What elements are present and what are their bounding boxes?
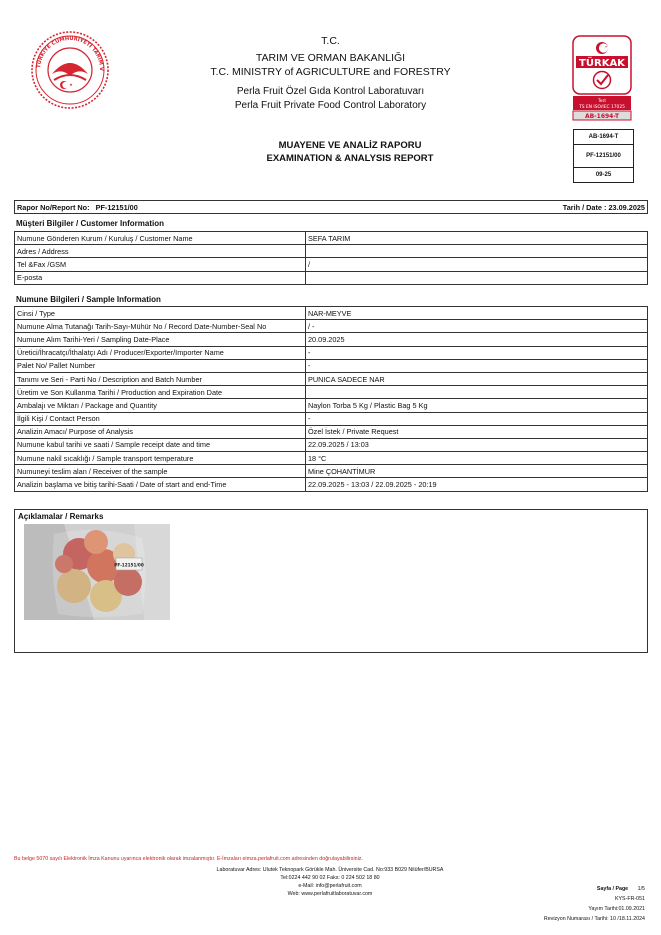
field-label: İlgili Kişi / Contact Person (15, 412, 306, 425)
field-label: Numune Alım Tarihi-Yeri / Sampling Date-Place (15, 333, 306, 346)
table-row (15, 478, 648, 491)
field-value: Özel İstek / Private Request (306, 425, 648, 438)
report-date-label: Tarih / Date : (562, 202, 607, 212)
field-label: Üretici/İhracatçı/İthalatçı Adı / Producer/Exporter/Importer Name (15, 346, 306, 359)
report-number-table (14, 200, 648, 214)
table-row (15, 333, 648, 346)
sample-section-title: Numune Bilgileri / Sample Information (16, 295, 161, 304)
report-title-en: EXAMINATION & ANALYSIS REPORT (266, 153, 434, 164)
field-value: 18 °C (306, 452, 648, 465)
turkak-wordmark: TÜRKAK (579, 58, 625, 69)
field-value: / - (306, 320, 648, 333)
report-title-tr: MUAYENE VE ANALİZ RAPORU (278, 140, 422, 151)
report-number-cell (15, 201, 648, 214)
field-label: Numune Gönderen Kurum / Kuruluş / Customer Name (15, 232, 306, 245)
turkak-accreditation-logo (572, 35, 632, 121)
table-row (15, 320, 648, 333)
field-label: Tel &Fax /GSM (15, 258, 306, 271)
field-value (306, 245, 648, 258)
country-label: T.C. (321, 35, 340, 47)
table-row (15, 359, 648, 372)
remarks-box (14, 509, 648, 653)
table-row (15, 452, 648, 465)
remarks-title: Açıklamalar / Remarks (18, 512, 104, 521)
revision-info: Revizyon Numarası / Tarihi: 10 /18.11.2024 (543, 916, 645, 922)
sample-table (14, 306, 648, 492)
field-label: Numune nakil sıcaklığı / Sample transport temperature (15, 452, 306, 465)
publish-date: Yayım Tarihi:01.09.2021 (588, 906, 645, 912)
field-value: 22.09.2025 - 13:03 / 22.09.2025 - 20:19 (306, 478, 648, 491)
page-number (597, 886, 645, 894)
turkak-test-label: Test (598, 98, 606, 103)
field-value: 20.09.2025 (306, 333, 648, 346)
table-row (15, 386, 648, 399)
lab-email: e-Mail: info@perlafruit.com (298, 883, 362, 889)
table-row (15, 399, 648, 412)
field-value: - (306, 359, 648, 372)
table-row (15, 307, 648, 320)
report-number-label: Rapor No/Report No: (17, 202, 90, 212)
lab-name-en: Perla Fruit Private Food Control Laboratory (234, 100, 427, 111)
field-label: Analizin başlama ve bitiş tarihi-Saati / Date of start and end-Time (15, 478, 306, 491)
accreditation-code: AB-1694-T (574, 130, 633, 145)
form-code: KYS-FR-051 (614, 896, 645, 902)
turkak-code: AB-1694-T (584, 113, 620, 120)
lab-web: Web: www.perlafruitlaboratuvar.com (287, 891, 373, 897)
page-value: 1/5 (637, 886, 645, 892)
e-signature-notice: Bu belge 5070 sayılı Elektronik İmza Kanunu uyarınca elektronik olarak imzalanmıştır. E-İmzaları eimza.perlafruit.com adresinden doğrulayabilirsiniz. (14, 856, 363, 862)
field-label: Adres / Address (15, 245, 306, 258)
ministry-name-tr: TARIM VE ORMAN BAKANLIĞI (255, 52, 406, 64)
field-value: 22.09.2025 / 13:03 (306, 438, 648, 451)
table-row (15, 438, 648, 451)
field-label: Cinsi / Type (15, 307, 306, 320)
field-value: NAR-MEYVE (306, 307, 648, 320)
field-value: - (306, 346, 648, 359)
field-label: Numune Alma Tutanağı Tarih-Sayı-Mühür No / Record Date-Number-Seal No (15, 320, 306, 333)
field-value (306, 386, 648, 399)
field-label: E-posta (15, 271, 306, 284)
photo-label: PF-12151/00 (114, 562, 144, 568)
field-value: Mine ÇOHANTİMUR (306, 465, 648, 478)
table-row (15, 425, 648, 438)
table-row (15, 232, 648, 245)
table-row (15, 372, 648, 385)
field-value: Naylon Torba 5 Kg / Plastic Bag 5 Kg (306, 399, 648, 412)
field-value (306, 271, 648, 284)
field-value: - (306, 412, 648, 425)
table-row (15, 245, 648, 258)
lab-phone: Tel:0224 442 90 02 Faks: 0 224 502 18 80 (280, 875, 380, 881)
field-value: SEFA TARIM (306, 232, 648, 245)
field-label: Numuneyi teslim alan / Receiver of the sample (15, 465, 306, 478)
field-label: Analizin Amacı/ Purpose of Analysis (15, 425, 306, 438)
report-code: PF-12151/00 (574, 145, 633, 168)
field-label: Üretim ve Son Kullanma Tarihi / Production and Expiration Date (15, 386, 306, 399)
field-value: PUNICA SADECE NAR (306, 372, 648, 385)
table-row (15, 412, 648, 425)
document-code-box (573, 129, 634, 183)
customer-table (14, 231, 648, 285)
field-label: Numune kabul tarihi ve saati / Sample receipt date and time (15, 438, 306, 451)
table-row (15, 346, 648, 359)
customer-section-title: Müşteri Bilgiler / Customer Information (16, 219, 165, 228)
table-row (15, 271, 648, 284)
lab-name-tr: Perla Fruit Özel Gıda Kontrol Laboratuvarı (236, 86, 425, 97)
lab-address: Laboratuvar Adres: Ulutek Teknopark Görükle Mah. Üniversite Cad. No:933 B029 Nilüfer/BURSA (216, 867, 444, 873)
field-label: Palet No/ Pallet Number (15, 359, 306, 372)
report-date-value: 23.09.2025 (608, 202, 645, 212)
report-number-row (15, 201, 648, 214)
period-code: 09-25 (595, 172, 612, 178)
field-label: Tanımı ve Seri - Parti No / Description and Batch Number (15, 372, 306, 385)
page-label: Sayfa / Page (596, 886, 629, 892)
sample-photo (24, 524, 170, 620)
ministry-name-en: T.C. MINISTRY of AGRICULTURE and FORESTRY (210, 66, 451, 78)
table-row (15, 465, 648, 478)
report-number-value: PF-12151/00 (95, 202, 138, 212)
report-title (200, 139, 500, 165)
turkak-standard: TS EN ISO/IEC 17025 (579, 105, 625, 110)
seal-text: TÜRKİYE CUMHURİYETİ TARIM V (36, 35, 105, 72)
table-row (15, 258, 648, 271)
field-value: / (306, 258, 648, 271)
report-date (563, 203, 645, 212)
field-label: Ambalajı ve Miktarı / Package and Quantity (15, 399, 306, 412)
